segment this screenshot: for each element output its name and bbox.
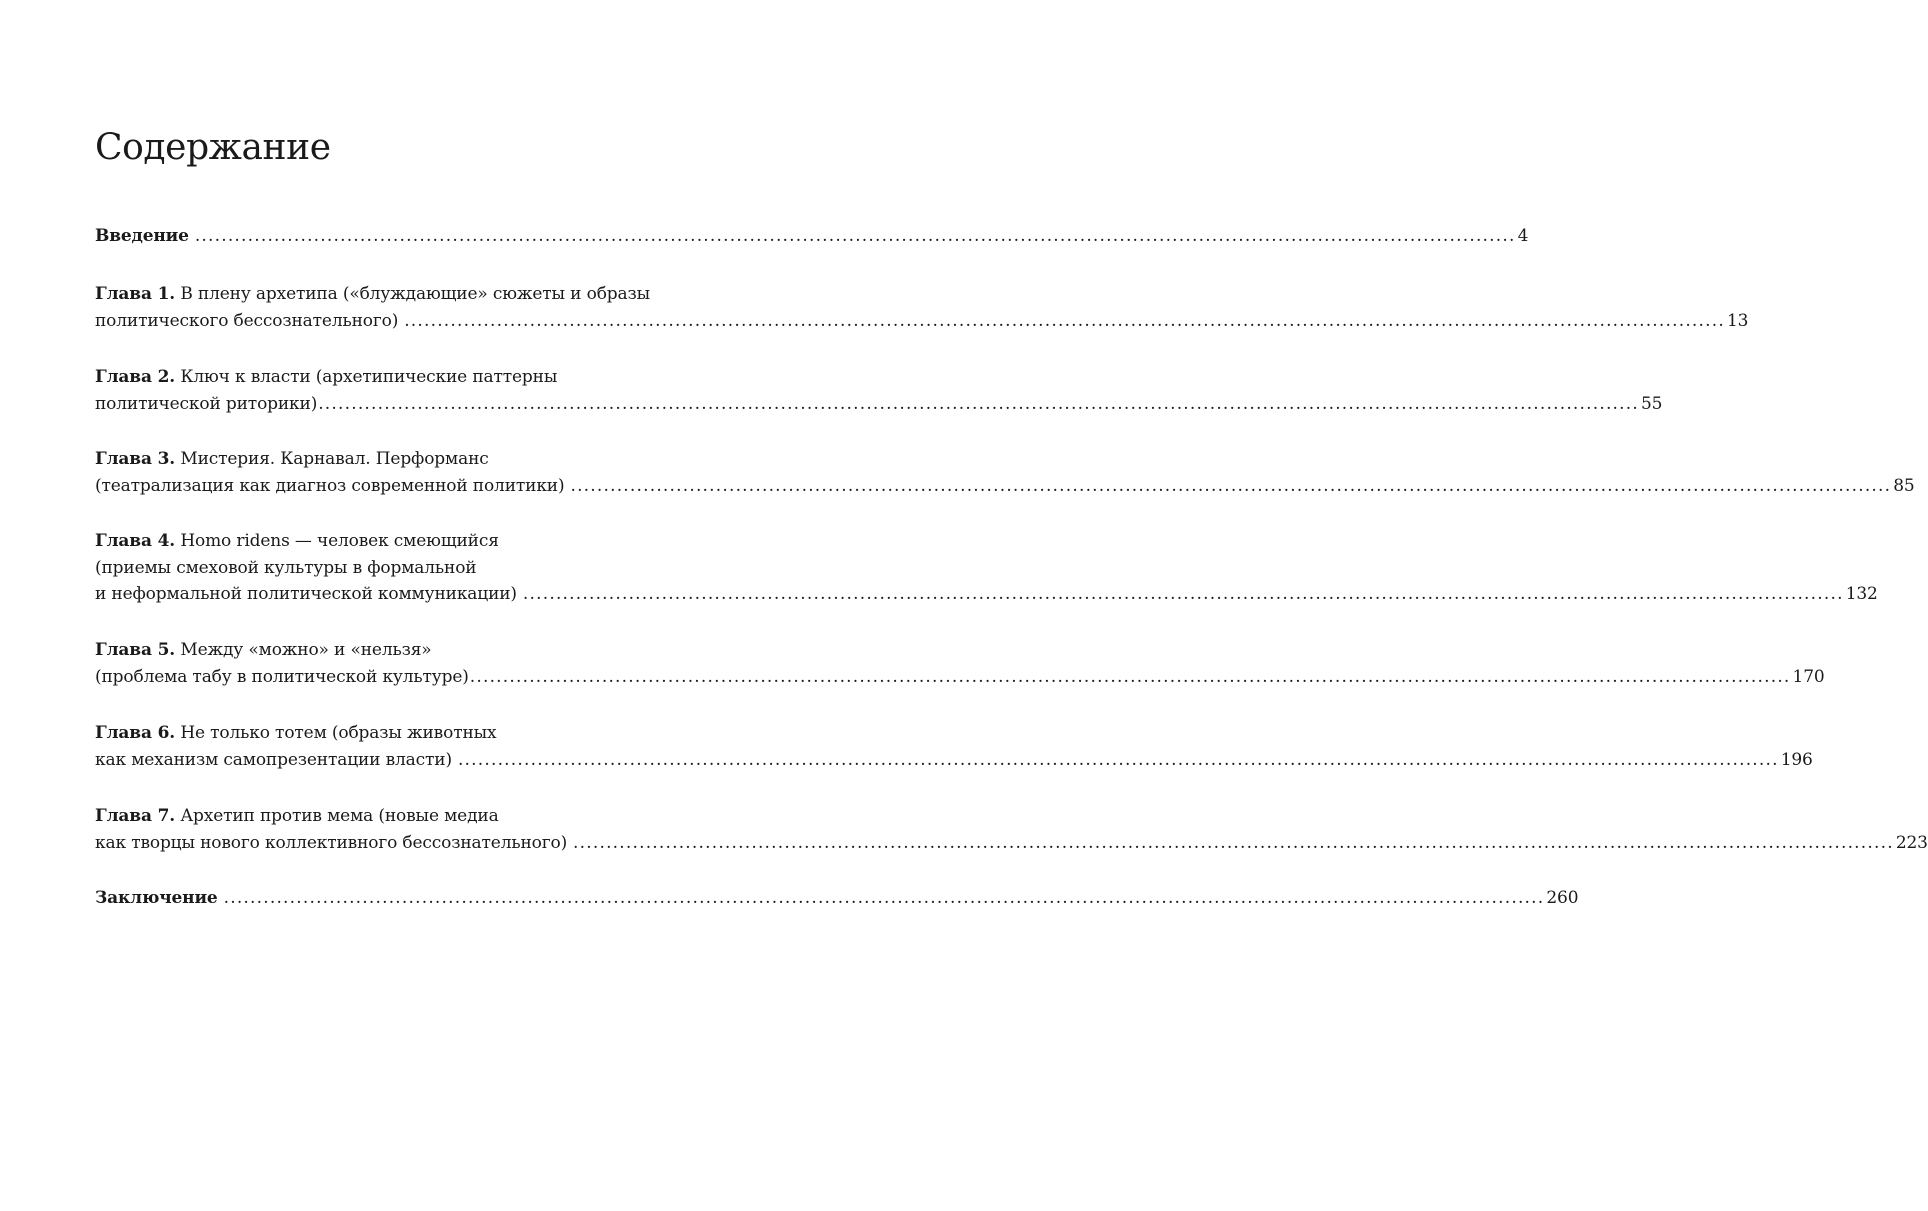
toc-entry-line	[95, 581, 1878, 608]
toc-entry-title: политического бессознательного)	[95, 310, 399, 331]
toc-entry-line	[95, 308, 1749, 335]
dot-leader: ........................................................................................................................................................................................................	[194, 226, 1516, 246]
toc-entry-label: Глава 2.	[95, 367, 176, 387]
toc-page-number: 13	[1726, 310, 1749, 331]
toc-page-number: 223	[1895, 832, 1928, 853]
toc-entry-title: Homo ridens — человек смеющийся	[180, 531, 499, 551]
toc-entry-chapter-2[interactable]	[95, 364, 1663, 417]
toc-entry-introduction[interactable]	[95, 223, 1529, 250]
toc-page-number: 170	[1792, 666, 1825, 687]
toc-entry-title: как механизм самопрезентации власти)	[95, 749, 452, 770]
toc-entry-label: Глава 5.	[95, 640, 176, 660]
toc-entry-label: Глава 7.	[95, 806, 176, 826]
toc-entry-title: (театрализация как диагноз современной политики)	[95, 475, 565, 496]
toc-entry-label: Глава 6.	[95, 723, 176, 743]
dot-leader: ........................................................................................................................................................................................................	[318, 393, 1639, 414]
toc-entry-chapter-3[interactable]	[95, 446, 1915, 499]
dot-leader: ........................................................................................................................................................................................................	[223, 888, 1545, 908]
dot-leader: ........................................................................................................................................................................................................	[469, 666, 1791, 687]
toc-page-number: 4	[1517, 226, 1529, 246]
toc-entry-label: Глава 4.	[95, 531, 176, 551]
toc-page-number: 196	[1780, 749, 1813, 770]
toc-entry-label: Введение	[95, 226, 189, 246]
toc-entry-line	[95, 720, 761, 747]
toc-entry-title: В плену архетипа («блуждающие» сюжеты и образы	[180, 284, 651, 304]
toc-entry-label: Заключение	[95, 888, 218, 908]
toc-page-number: 132	[1845, 584, 1878, 604]
toc-entry-title: Между «можно» и «нельзя»	[180, 640, 432, 660]
toc-entry-chapter-6[interactable]	[95, 720, 1813, 773]
toc-entry-title: политической риторики)	[95, 393, 318, 414]
toc-entry-label: Глава 1.	[95, 284, 176, 304]
toc-entry-title: Мистерия. Карнавал. Перформанс	[180, 449, 489, 469]
toc-entry-title: как творцы нового коллективного бессознательного)	[95, 832, 568, 853]
toc-entry-line	[95, 281, 761, 308]
toc-entry-line	[95, 555, 761, 582]
toc-entry-title: Архетип против мема (новые медиа	[180, 806, 499, 826]
toc-entry-line	[95, 528, 761, 555]
toc-entry-line	[95, 747, 1813, 774]
toc-entry-chapter-7[interactable]	[95, 803, 1928, 856]
toc-entry-conclusion[interactable]	[95, 885, 1579, 912]
toc-entry-line	[95, 637, 761, 664]
toc-entry-line	[95, 885, 1579, 912]
toc-entry-title: Ключ к власти (архетипические паттерны	[180, 367, 558, 387]
dot-leader: ........................................................................................................................................................................................................	[573, 832, 1894, 853]
toc-entry-title: и неформальной политической коммуникации)	[95, 584, 517, 604]
dot-leader: ........................................................................................................................................................................................................	[522, 584, 1844, 604]
toc-entry-title: (проблема табу в политической культуре)	[95, 666, 469, 687]
toc-entry-line	[95, 391, 1663, 418]
toc-entry-chapter-1[interactable]	[95, 281, 1749, 334]
toc-page-number: 85	[1893, 475, 1915, 496]
toc-entry-chapter-5[interactable]	[95, 637, 1825, 690]
toc-entry-label: Глава 3.	[95, 449, 176, 469]
toc-entry-line	[95, 364, 761, 391]
toc-entry-line	[95, 223, 1529, 250]
dot-leader: ........................................................................................................................................................................................................	[457, 749, 1779, 770]
toc-page-number: 260	[1546, 888, 1579, 908]
page-title: Содержание	[95, 127, 331, 168]
toc-entry-line	[95, 446, 761, 473]
dot-leader: ........................................................................................................................................................................................................	[404, 310, 1725, 331]
dot-leader: ........................................................................................................................................................................................................	[570, 475, 1892, 496]
toc-entry-line	[95, 473, 1915, 500]
toc-entry-title: Не только тотем (образы животных	[180, 723, 497, 743]
toc-entry-chapter-4[interactable]	[95, 528, 1878, 608]
toc-entry-title: (приемы смеховой культуры в формальной	[95, 557, 477, 578]
toc-entry-line	[95, 803, 761, 830]
toc-page-number: 55	[1640, 393, 1663, 414]
toc-entry-line	[95, 664, 1825, 691]
toc-entry-line	[95, 830, 1928, 857]
